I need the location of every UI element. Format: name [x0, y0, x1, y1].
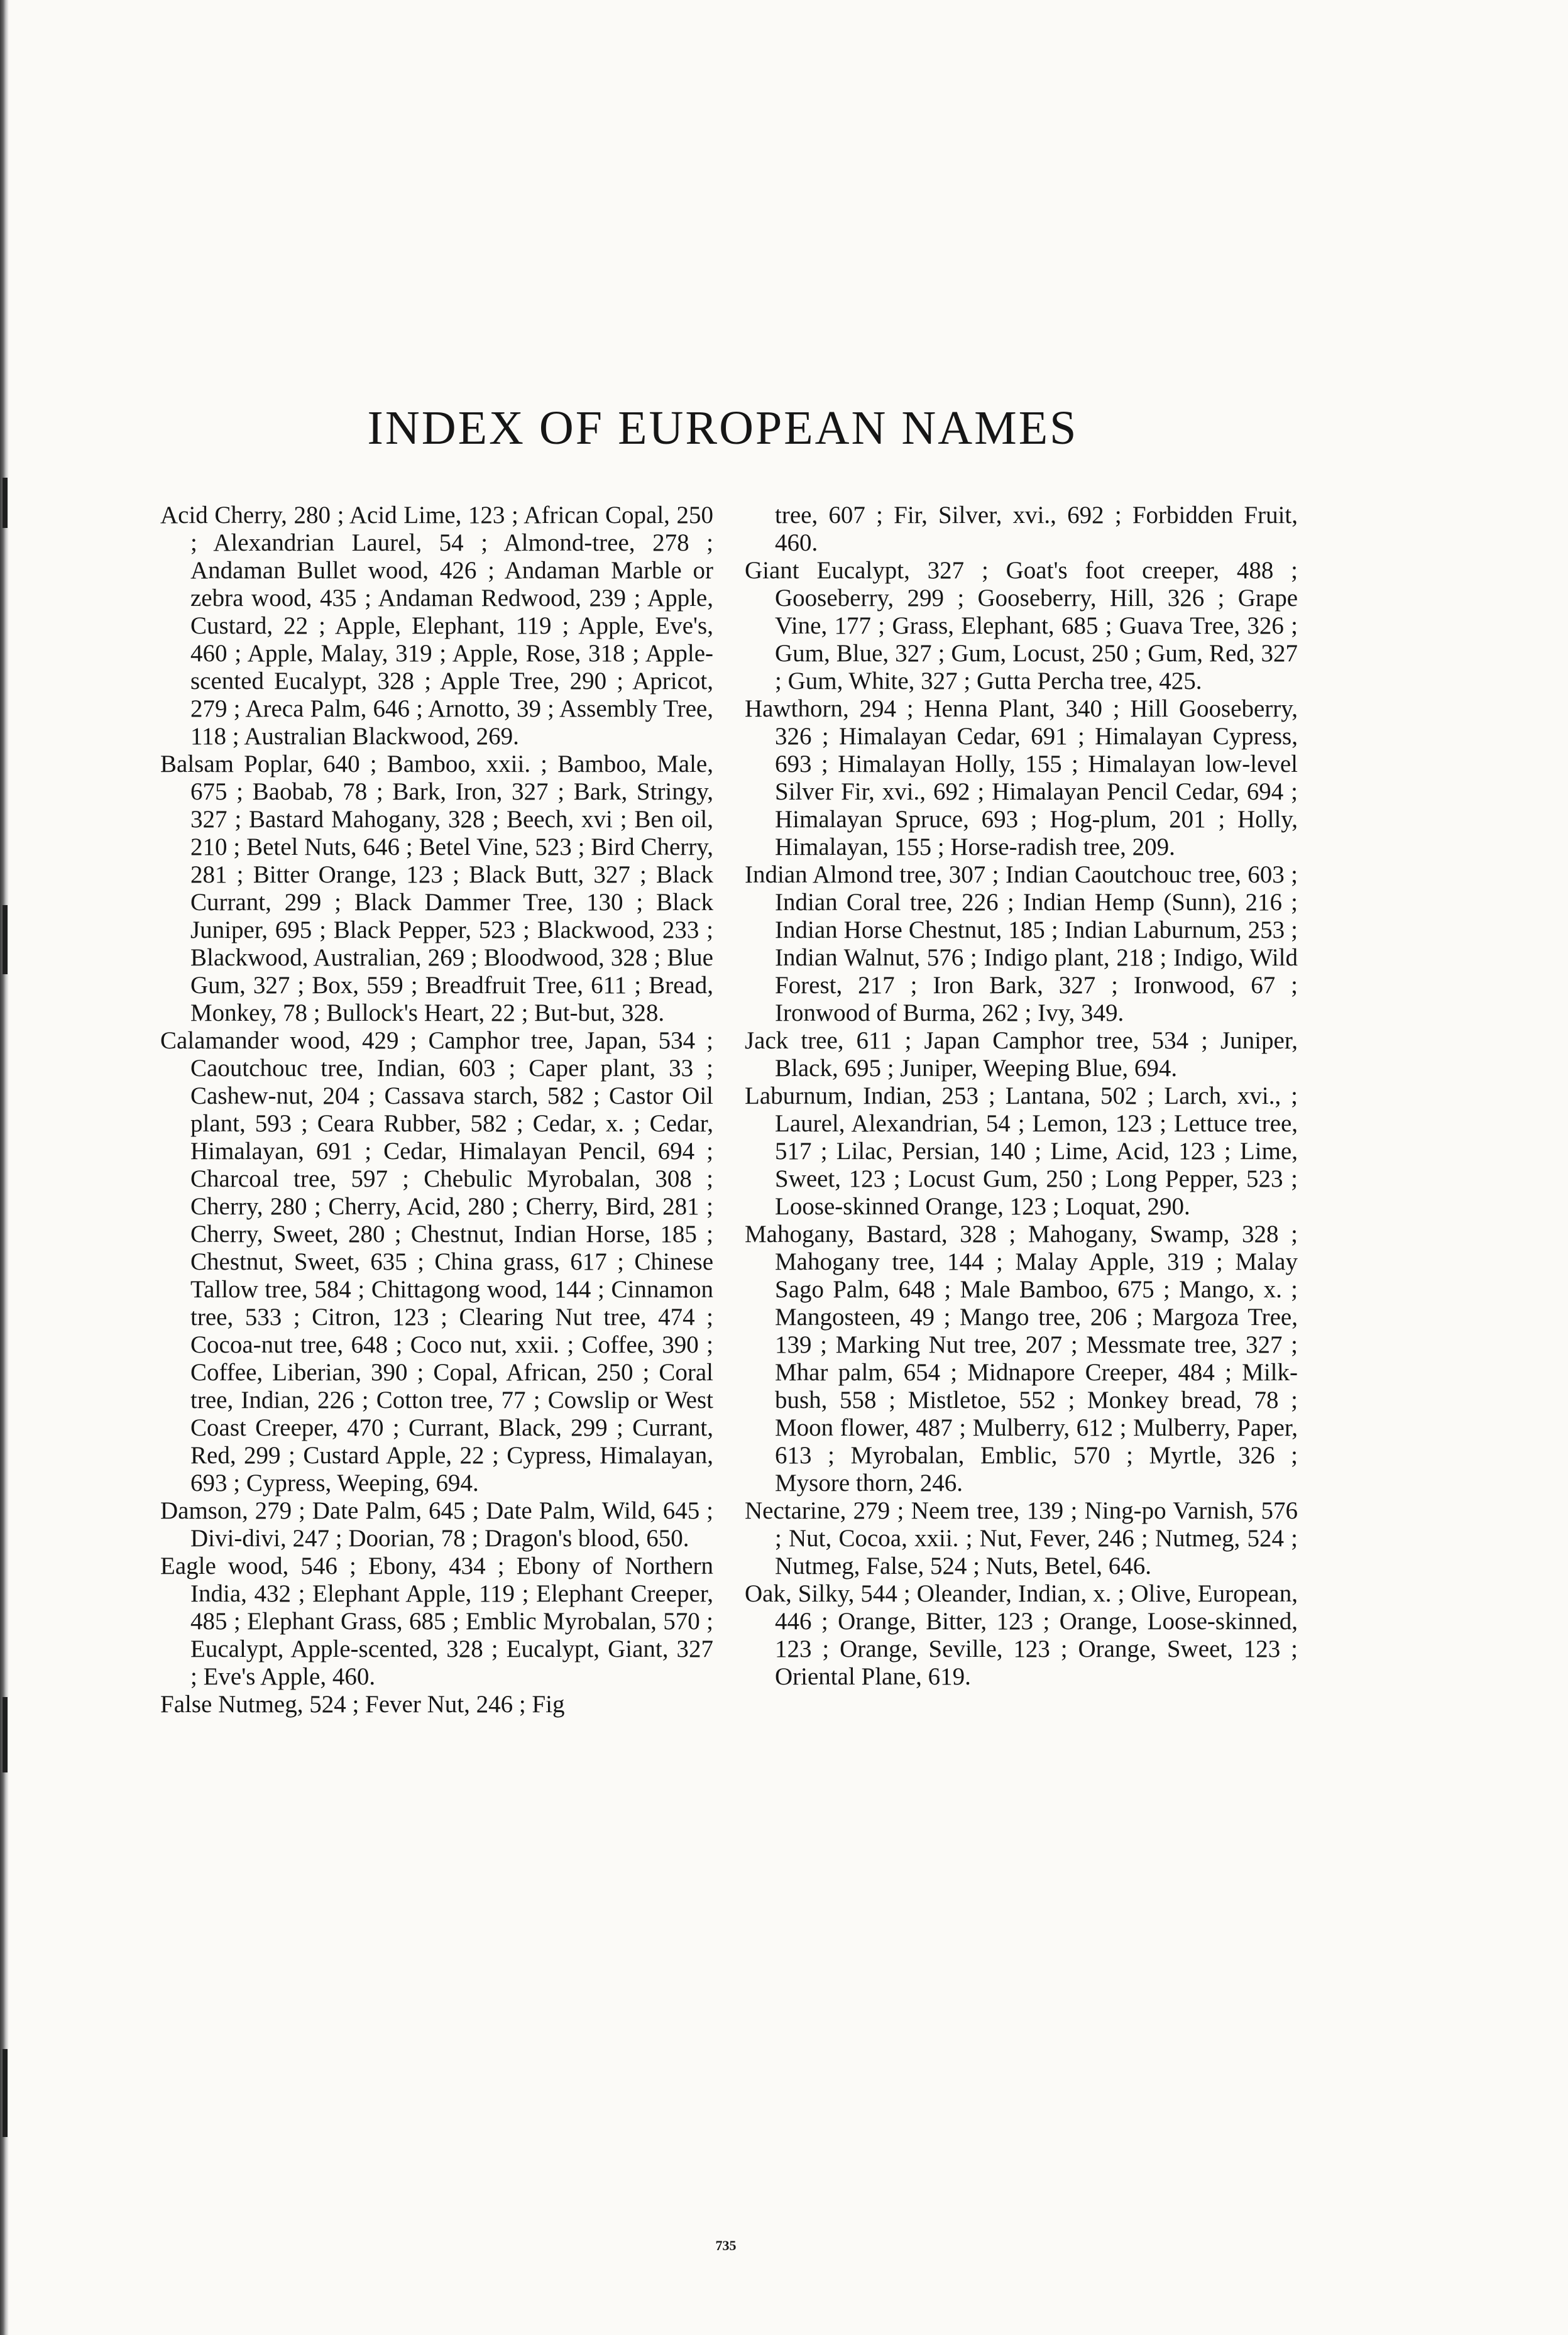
index-entry-h: Hawthorn, 294 ; Henna Plant, 340 ; Hill Gooseberry, 326 ; Himalayan Cedar, 691 ; Himalayan Cypress, 693 ; Himalayan Holly, 155 ; Himalayan low-level Silver Fir, xvi., 692 ; Himalayan Pencil Cedar, 694 ; Himalayan Spruce, 693 ; Hog-plum, 201 ; Holly, Himalayan, 155 ; Horse-radish tree, 209.	[745, 695, 1298, 860]
index-entry-o: Oak, Silky, 544 ; Oleander, Indian, x. ; Olive, European, 446 ; Orange, Bitter, 123 ; Orange, Loose-skinned, 123 ; Orange, Seville, 123 ; Orange, Sweet, 123 ; Oriental Plane, 619.	[745, 1580, 1298, 1690]
index-entry-d: Damson, 279 ; Date Palm, 645 ; Date Palm, Wild, 645 ; Divi-divi, 247 ; Doorian, 78 ; Dragon's blood, 650.	[160, 1497, 713, 1552]
index-entry-n: Nectarine, 279 ; Neem tree, 139 ; Ning-po Varnish, 576 ; Nut, Cocoa, xxii. ; Nut, Fever, 246 ; Nutmeg, 524 ; Nutmeg, False, 524 ; Nuts, Betel, 646.	[745, 1497, 1298, 1580]
binding-mark	[3, 905, 8, 974]
index-entry-i: Indian Almond tree, 307 ; Indian Caoutchouc tree, 603 ; Indian Coral tree, 226 ; Indian Hemp (Sunn), 216 ; Indian Horse Chestnut, 185 ; Indian Laburnum, 253 ; Indian Walnut, 576 ; Indigo plant, 218 ; Indigo, Wild Forest, 217 ; Iron Bark, 327 ; Ironwood, 67 ; Ironwood of Burma, 262 ; Ivy, 349.	[745, 861, 1298, 1026]
index-entry-e: Eagle wood, 546 ; Ebony, 434 ; Ebony of Northern India, 432 ; Elephant Apple, 119 ; Elephant Creeper, 485 ; Elephant Grass, 685 ; Emblic Myrobalan, 570 ; Eucalypt, Apple-scented, 328 ; Eucalypt, Giant, 327 ; Eve's Apple, 460.	[160, 1552, 713, 1690]
index-column-left	[160, 502, 713, 1718]
binding-edge	[0, 0, 9, 2335]
index-entry-j: Jack tree, 611 ; Japan Camphor tree, 534 ; Juniper, Black, 695 ; Juniper, Weeping Blue, 694.	[745, 1027, 1298, 1082]
binding-mark	[3, 478, 8, 528]
binding-mark	[3, 1697, 8, 1772]
index-entry-a: Acid Cherry, 280 ; Acid Lime, 123 ; African Copal, 250 ; Alexandrian Laurel, 54 ; Almond-tree, 278 ; Andaman Bullet wood, 426 ; Andaman Marble or zebra wood, 435 ; Andaman Redwood, 239 ; Apple, Custard, 22 ; Apple, Elephant, 119 ; Apple, Eve's, 460 ; Apple, Malay, 319 ; Apple, Rose, 318 ; Apple-scented Eucalypt, 328 ; Apple Tree, 290 ; Apricot, 279 ; Areca Palm, 646 ; Arnotto, 39 ; Assembly Tree, 118 ; Australian Blackwood, 269.	[160, 502, 713, 750]
index-entry-f-continued: tree, 607 ; Fir, Silver, xvi., 692 ; Forbidden Fruit, 460.	[775, 502, 1298, 556]
index-entry-m: Mahogany, Bastard, 328 ; Mahogany, Swamp, 328 ; Mahogany tree, 144 ; Malay Apple, 319 ; Malay Sago Palm, 648 ; Male Bamboo, 675 ; Mango, x. ; Mangosteen, 49 ; Mango tree, 206 ; Margoza Tree, 139 ; Marking Nut tree, 207 ; Messmate tree, 327 ; Mhar palm, 654 ; Midnapore Creeper, 484 ; Milk-bush, 558 ; Mistletoe, 552 ; Monkey bread, 78 ; Moon flower, 487 ; Mulberry, 612 ; Mulberry, Paper, 613 ; Myrobalan, Emblic, 570 ; Myrtle, 326 ; Mysore thorn, 246.	[745, 1221, 1298, 1497]
index-column-right	[745, 502, 1298, 1691]
index-entry-g: Giant Eucalypt, 327 ; Goat's foot creeper, 488 ; Gooseberry, 299 ; Gooseberry, Hill, 326 ; Grape Vine, 177 ; Grass, Elephant, 685 ; Guava Tree, 326 ; Gum, Blue, 327 ; Gum, Locust, 250 ; Gum, Red, 327 ; Gum, White, 327 ; Gutta Percha tree, 425.	[745, 557, 1298, 695]
index-entry-b: Balsam Poplar, 640 ; Bamboo, xxii. ; Bamboo, Male, 675 ; Baobab, 78 ; Bark, Iron, 327 ; Bark, Stringy, 327 ; Bastard Mahogany, 328 ; Beech, xvi ; Ben oil, 210 ; Betel Nuts, 646 ; Betel Vine, 523 ; Bird Cherry, 281 ; Bitter Orange, 123 ; Black Butt, 327 ; Black Currant, 299 ; Black Dammer Tree, 130 ; Black Juniper, 695 ; Black Pepper, 523 ; Blackwood, 233 ; Blackwood, Australian, 269 ; Bloodwood, 328 ; Blue Gum, 327 ; Box, 559 ; Breadfruit Tree, 611 ; Bread, Monkey, 78 ; Bullock's Heart, 22 ; But-but, 328.	[160, 750, 713, 1026]
binding-mark	[3, 2049, 8, 2137]
index-entry-c: Calamander wood, 429 ; Camphor tree, Japan, 534 ; Caoutchouc tree, Indian, 603 ; Caper plant, 33 ; Cashew-nut, 204 ; Cassava starch, 582 ; Castor Oil plant, 593 ; Ceara Rubber, 582 ; Cedar, x. ; Cedar, Himalayan, 691 ; Cedar, Himalayan Pencil, 694 ; Charcoal tree, 597 ; Chebulic Myrobalan, 308 ; Cherry, 280 ; Cherry, Acid, 280 ; Cherry, Bird, 281 ; Cherry, Sweet, 280 ; Chestnut, Indian Horse, 185 ; Chestnut, Sweet, 635 ; China grass, 617 ; Chinese Tallow tree, 584 ; Chittagong wood, 144 ; Cinnamon tree, 533 ; Citron, 123 ; Clearing Nut tree, 474 ; Cocoa-nut tree, 648 ; Coco nut, xxii. ; Coffee, 390 ; Coffee, Liberian, 390 ; Copal, African, 250 ; Coral tree, Indian, 226 ; Cotton tree, 77 ; Cowslip or West Coast Creeper, 470 ; Currant, Black, 299 ; Currant, Red, 299 ; Custard Apple, 22 ; Cypress, Himalayan, 693 ; Cypress, Weeping, 694.	[160, 1027, 713, 1497]
page-title: INDEX OF EUROPEAN NAMES	[367, 402, 1078, 454]
index-entry-l: Laburnum, Indian, 253 ; Lantana, 502 ; Larch, xvi., ; Laurel, Alexandrian, 54 ; Lemon, 123 ; Lettuce tree, 517 ; Lilac, Persian, 140 ; Lime, Acid, 123 ; Lime, Sweet, 123 ; Locust Gum, 250 ; Long Pepper, 523 ; Loose-skinned Orange, 123 ; Loquat, 290.	[745, 1082, 1298, 1220]
index-entry-f: False Nutmeg, 524 ; Fever Nut, 246 ; Fig	[160, 1691, 565, 1718]
page-number: 735	[715, 2238, 737, 2253]
